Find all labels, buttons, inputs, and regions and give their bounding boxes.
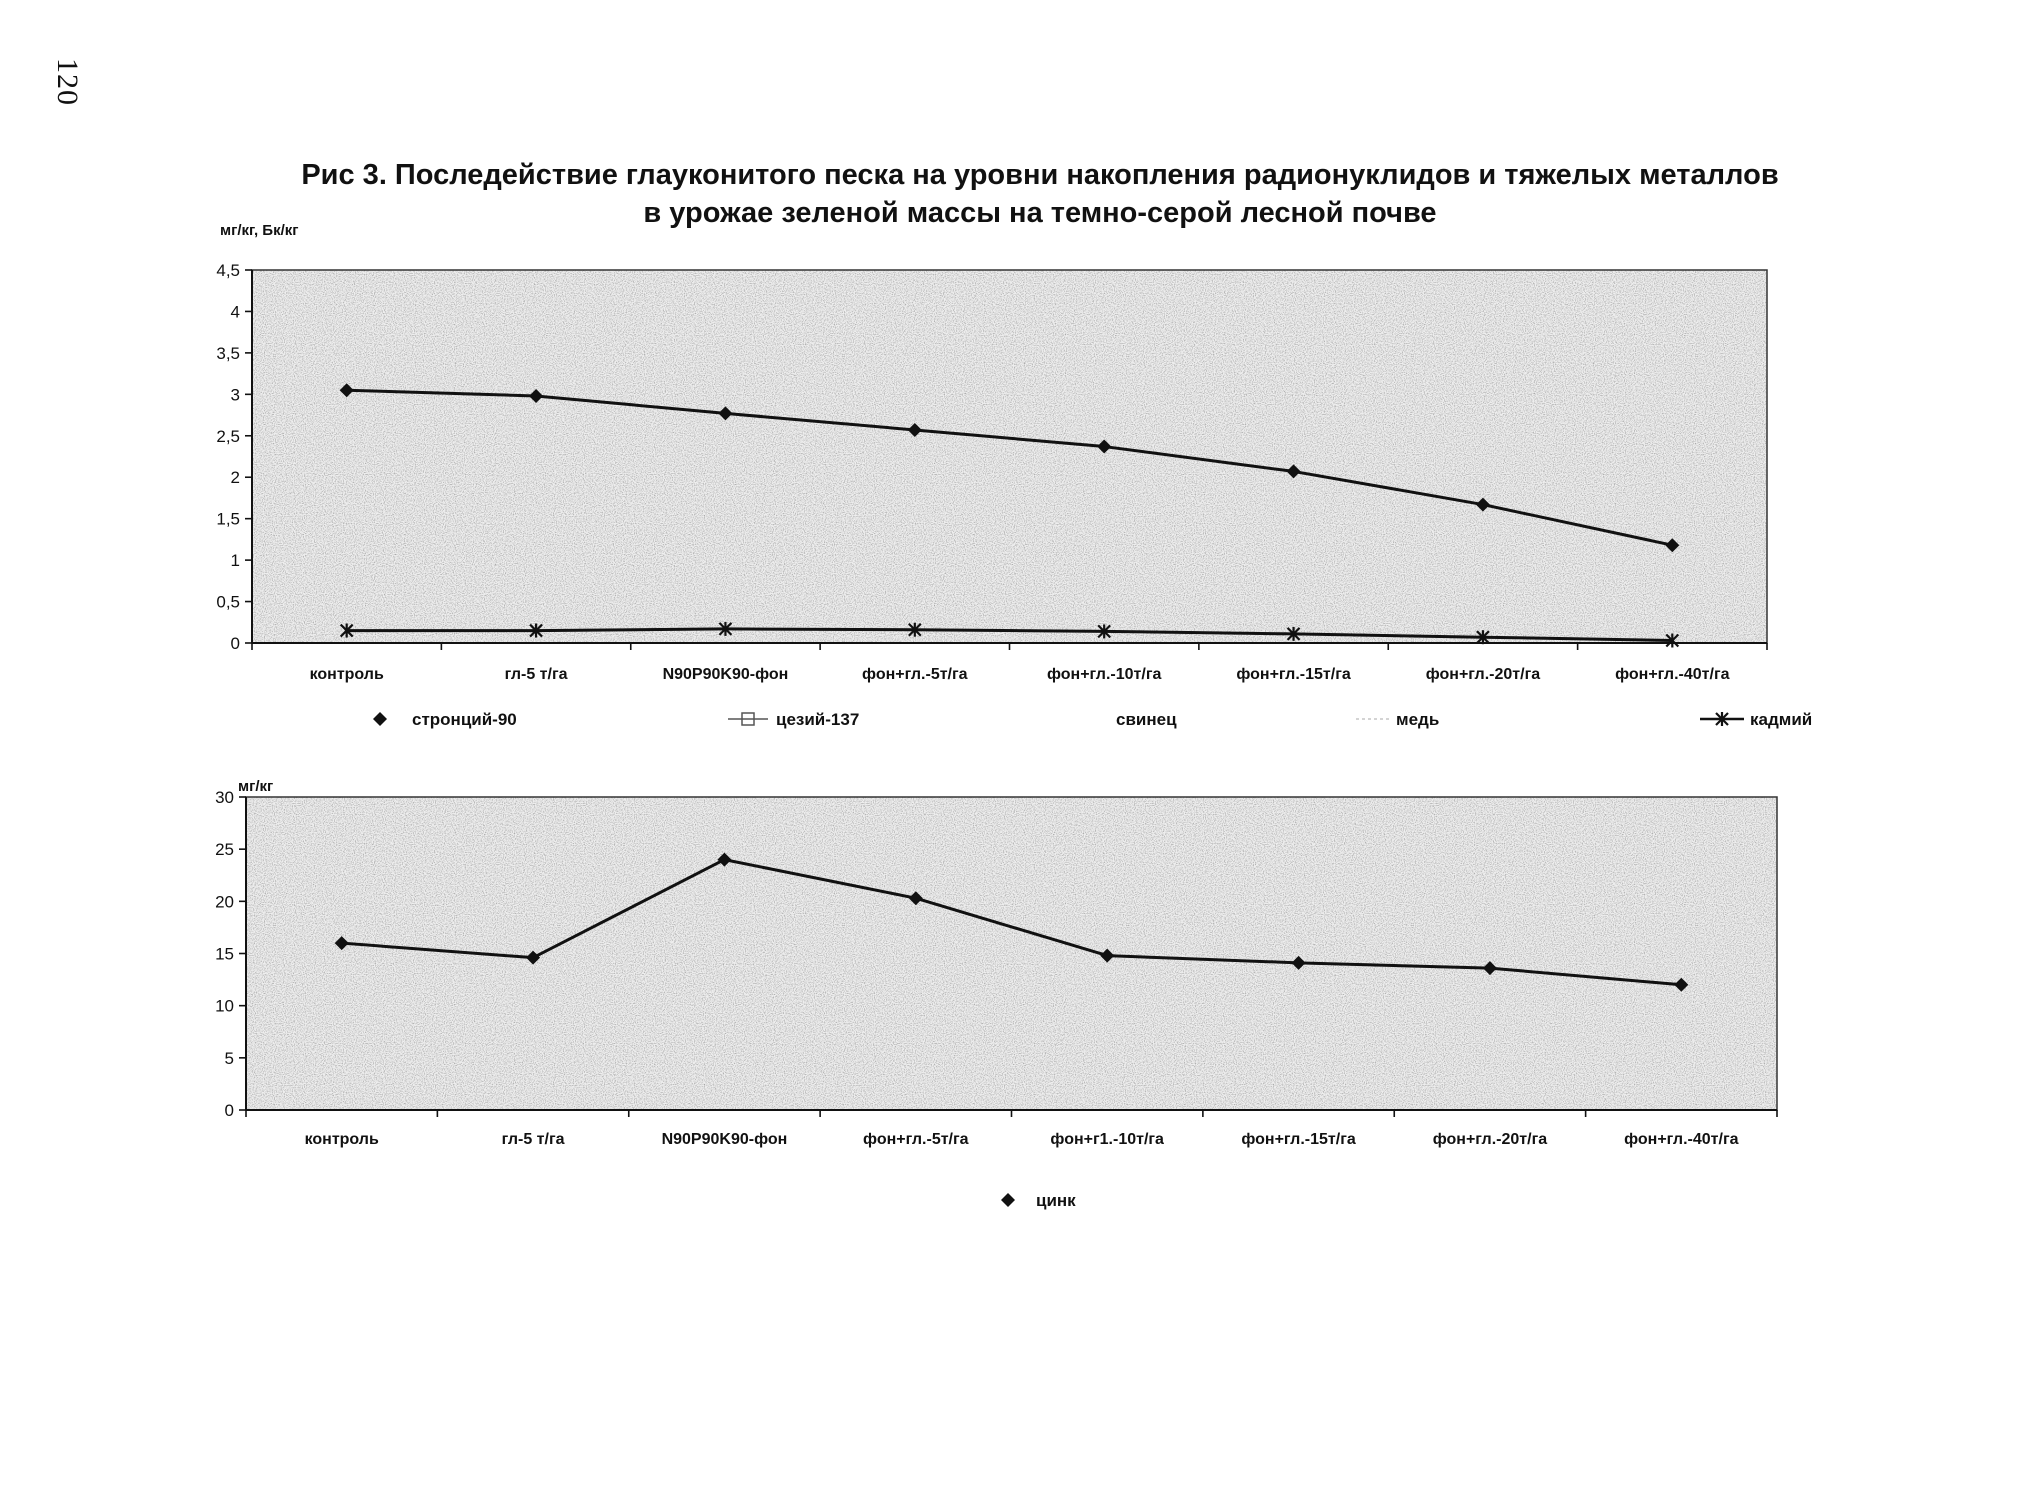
chart2-y-tick-label: 5: [224, 1048, 234, 1068]
chart2-x-tick-label: фон+г1.-10т/га: [1050, 1131, 1164, 1148]
chart1-legend-item-2-label: свинец: [1116, 710, 1177, 729]
chart1-x-tick-label: фон+гл.-20т/га: [1425, 666, 1541, 683]
chart1-y-tick-label: 4,5: [216, 261, 240, 280]
chart2-x-tick-label: N90P90K90-фон: [661, 1131, 788, 1148]
chart1-y-tick-label: 2,5: [216, 426, 240, 446]
chart1-y-tick-label: 0: [230, 634, 240, 653]
chart1-x-tick-label: гл-5 т/га: [504, 666, 568, 683]
chart2-legend-item-0: [1001, 1191, 1076, 1210]
chart1-legend-item-0: [373, 710, 517, 729]
chart1-x-tick-label: фон+гл.-5т/га: [862, 666, 968, 683]
chart1-plot-texture: [252, 270, 1767, 643]
chart1-y-tick-label: 2: [230, 468, 240, 488]
chart2-y-tick-label: 0: [224, 1101, 234, 1120]
chart1-y-tick-label: 3: [230, 385, 240, 405]
chart1-y-tick-label: 4: [230, 302, 240, 322]
chart2-y-tick-label: 20: [215, 892, 234, 912]
chart2-legend-item-0-label: цинк: [1036, 1191, 1076, 1210]
chart1-x-tick-label: фон+гл.-40т/га: [1615, 666, 1730, 683]
chart2-x-tick-label: фон+гл.-5т/га: [863, 1131, 969, 1148]
chart1-x-tick-label: фон+гл.-15т/га: [1236, 666, 1351, 683]
chart2-y-tick-label: 30: [215, 788, 234, 807]
chart1-x-tick-label: N90P90K90-фон: [662, 666, 789, 683]
figure-title-line2: в урожае зеленой массы на темно-серой лесной почве: [643, 197, 1437, 229]
chart1-y-tick-label: 3,5: [216, 343, 240, 363]
chart2-x-tick-label: фон+гл.-40т/га: [1624, 1131, 1739, 1148]
chart2-x-tick-label: фон+гл.-15т/га: [1241, 1131, 1356, 1148]
chart2-x-tick-label: гл-5 т/га: [501, 1131, 565, 1148]
chart2-y-unit-label: мг/кг: [238, 778, 274, 795]
chart1-x-tick-label: фон+гл.-10т/га: [1046, 666, 1162, 683]
chart-radionuclides: [216, 261, 1812, 729]
chart1-legend-item-3: [1356, 710, 1439, 729]
chart1-legend-item-1-label: цезий-137: [776, 710, 860, 729]
chart1-y-unit-label: мг/кг, Бк/кг: [220, 222, 299, 239]
chart2-x-tick-label: контроль: [304, 1131, 379, 1148]
chart2-y-tick-label: 15: [215, 944, 234, 964]
page-number: 120: [51, 58, 84, 106]
chart2-x-tick-label: фон+гл.-20т/га: [1432, 1131, 1548, 1148]
chart2-legend-item-0-marker: [1001, 1193, 1015, 1207]
figure-title-line1: Рис 3. Последействие глауконитого песка на уровни накопления радионуклидов и тяжелых металлов: [301, 159, 1779, 191]
chart1-y-tick-label: 0,5: [216, 592, 240, 612]
chart1-y-tick-label: 1: [230, 551, 240, 571]
chart-zinc: [215, 788, 1777, 1210]
chart1-x-tick-label: контроль: [309, 666, 384, 683]
chart1-legend-item-3-label: медь: [1396, 710, 1440, 729]
chart1-legend-item-0-label: стронций-90: [412, 710, 517, 729]
chart1-legend-item-1: [728, 710, 859, 729]
chart1-legend-item-2: [1116, 710, 1177, 729]
chart1-y-tick-label: 1,5: [216, 509, 240, 529]
chart2-y-tick-label: 25: [215, 840, 234, 860]
chart2-y-tick-label: 10: [215, 996, 234, 1016]
chart1-legend-item-4: [1700, 710, 1812, 729]
chart1-legend-item-4-label: кадмий: [1750, 710, 1813, 729]
chart1-legend-item-0-marker: [373, 712, 387, 726]
